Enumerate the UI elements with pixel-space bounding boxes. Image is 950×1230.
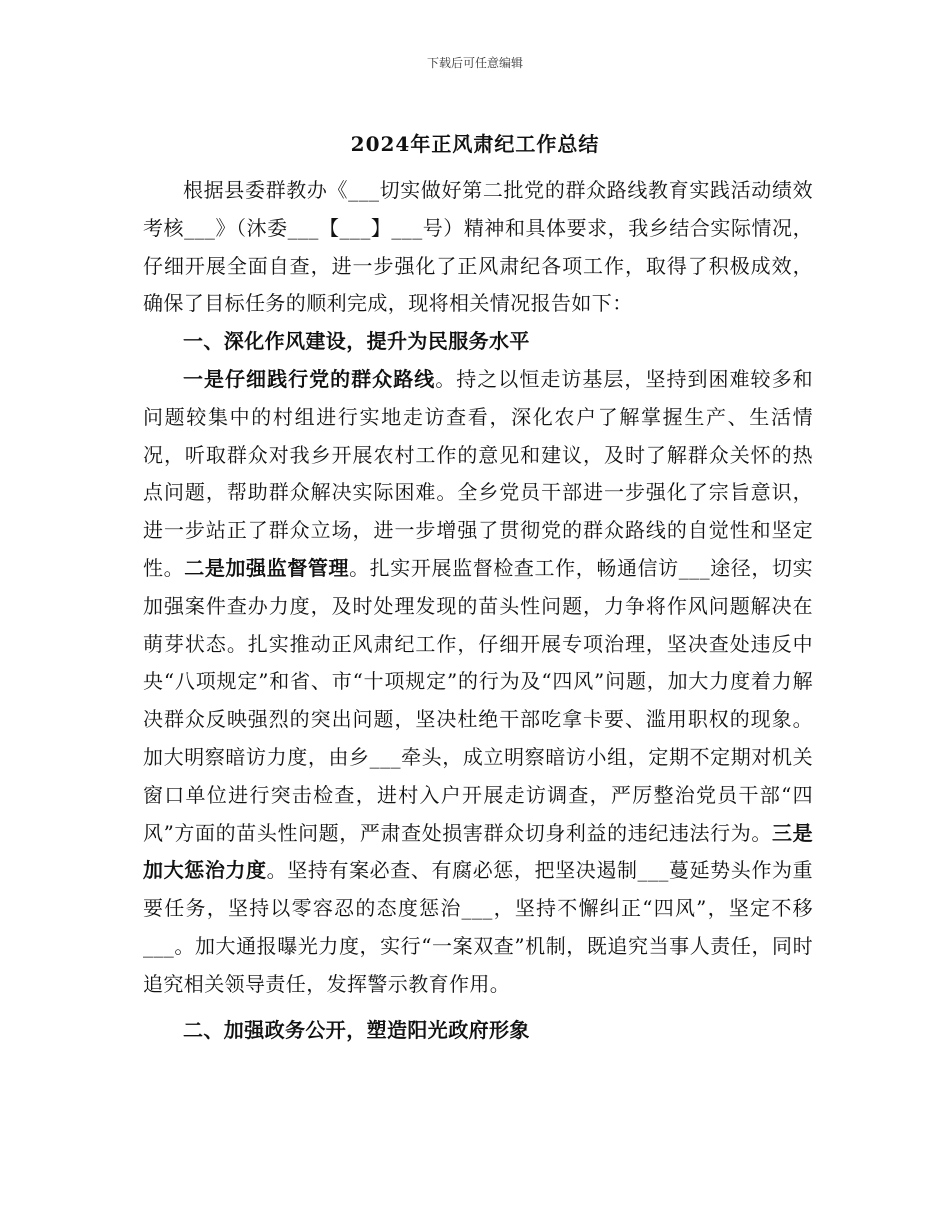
header-note: 下载后可任意编辑 (426, 56, 523, 70)
section-heading-1: 一、深化作风建设，提升为民服务水平 (183, 329, 530, 354)
paragraph-1 (143, 361, 813, 1004)
section-heading-2: 二、加强政务公开，塑造阳光政府形象 (183, 1017, 530, 1042)
paragraph-1-text-3: 。坚持有案必查、有腐必惩，把坚决遏制___蔓延势头作为重要任务，坚持以零容忍的态度惩治___，坚持不懈纠正“四风”，坚定不移___。加大通报曝光力度，实行“一案双查”机制，既追究当事人责任，同时追究相关领导责任，发挥警示教育作用。 (143, 858, 813, 996)
lead-phrase-2: 二是加强监督管理 (184, 555, 350, 580)
lead-phrase-1: 一是仔细践行党的群众路线 (183, 366, 436, 391)
lead-phrase-3: 三是加大惩治力度 (143, 820, 813, 883)
document-title: 2024年正风肃纪工作总结 (350, 132, 600, 156)
paragraph-1-text-1: 。持之以恒走访基层，坚持到困难较多和问题较集中的村组进行实地走访查看，深化农户了解掌握生产、生活情况，听取群众对我乡开展农村工作的意见和建议，及时了解群众关怀的热点问题，帮助群众解决实际困难。全乡党员干部进一步强化了宗旨意识，进一步站正了群众立场，进一步增强了贯彻党的群众路线的自觉性和坚定性。 (143, 366, 813, 580)
intro-paragraph: 根据县委群教办《___切实做好第二批党的群众路线教育实践活动绩效考核___》（沐委___【___】___号）精神和具体要求，我乡结合实际情况，仔细开展全面自查，进一步强化了正风肃纪各项工作，取得了积极成效，确保了目标任务的顺利完成，现将相关情况报告如下： (143, 178, 813, 316)
document-body (143, 172, 813, 1049)
paragraph-1-text-2: 。扎实开展监督检查工作，畅通信访___途径，切实加强案件查办力度，及时处理发现的苗头性问题，力争将作风问题解决在萌芽状态。扎实推动正风肃纪工作，仔细开展专项治理，坚决查处违反中央“八项规定”和省、市“十项规定”的行为及“四风”问题，加大力度着力解决群众反映强烈的突出问题，坚决杜绝干部吃拿卡要、滥用职权的现象。加大明察暗访力度，由乡___牵头，成立明察暗访小组，定期不定期对机关窗口单位进行突击检查，进村入户开展走访调查，严厉整治党员干部“四风”方面的苗头性问题，严肃查处损害群众切身利益的违纪违法行为。 (143, 555, 813, 845)
